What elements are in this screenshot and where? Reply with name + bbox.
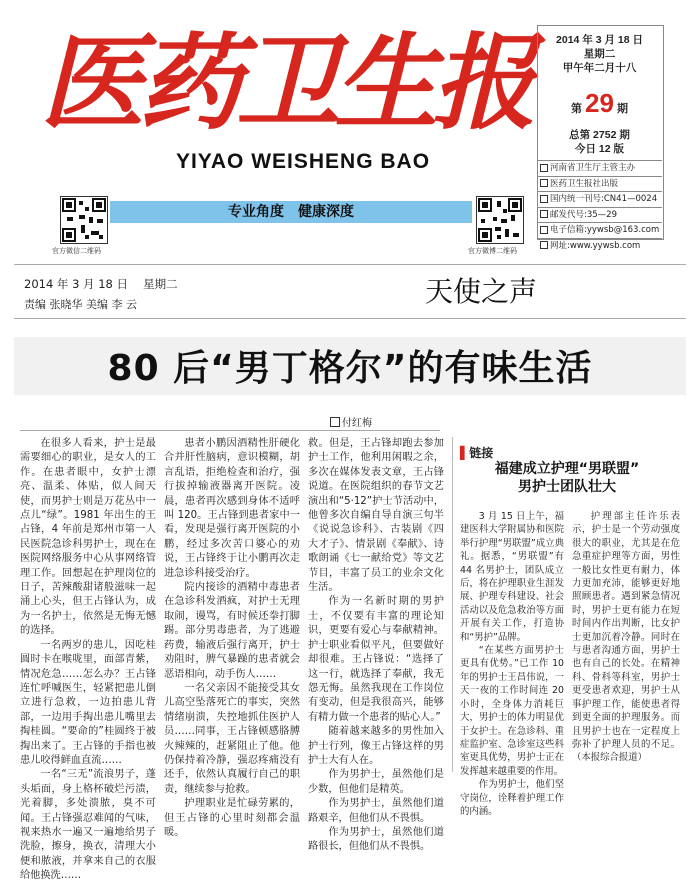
- checkbox-square-icon: [540, 195, 548, 203]
- issue-pages: 今日 12 版: [574, 143, 624, 155]
- newspaper-pinyin: YIYAO WEISHENG BAO: [175, 150, 431, 173]
- article-column-3: [308, 437, 444, 853]
- checkbox-square-icon: [540, 226, 548, 234]
- checkbox-square-icon: [540, 164, 548, 172]
- publisher-info-line: [537, 238, 662, 254]
- sidebar-title: 福建成立护理“男联盟” 男护士团队壮大: [494, 461, 640, 495]
- wechat-qr-code-icon: [60, 196, 108, 244]
- article-column-1: [20, 437, 156, 882]
- paragraph: 作为男护士，虽然他们道路艰辛，但他们从不畏惧。: [308, 798, 444, 824]
- paragraph: 随着越来越多的男性加入护士行列，像王占锋这样的男护士大有人在。: [308, 726, 444, 766]
- section-bottom-rule: [14, 318, 686, 319]
- paragraph: 一名两岁的患儿，因吃桂圆时卡在喉咙里，面部青紫，情况危急……怎么办？王占锋连忙呼喊医生，轻紧把患儿倒立进行急救，一边拍患儿背部，一边用手掏出患儿嘴里去掏桂圆。“要命的”桂圆终于被掏出来了。王占锋的手指也被患儿咬得鲜血直流……: [20, 639, 156, 766]
- checkbox-square-icon: [540, 241, 548, 249]
- publisher-info-line: [537, 191, 662, 207]
- publisher-info-text: 电子信箱:yywsb@163.com: [550, 225, 660, 235]
- sidebar-link-heading: [460, 444, 493, 461]
- publisher-info-line: [537, 207, 662, 223]
- triangle-icon: ▌: [460, 446, 470, 460]
- issue-prefix: 第: [570, 103, 582, 115]
- article-headline: 80 后“男丁格尔”的有味生活: [107, 348, 593, 389]
- byline-box-icon: [330, 417, 340, 427]
- weibo-qr-caption: 官方微博二维码: [468, 247, 517, 255]
- paragraph: 患者小鹏因酒精性肝硬化合并肝性脑病，意识模糊，胡言乱语，拒绝检查和治疗，强行拔掉输液器离开医院。凌晨，患者再次感到身体不适呼叫 120。王占锋到患者家中一看，发现是强行离开医院的小鹏，经过多次苦口婆心的劝说，王占锋终于让小鹏再次走进急诊科接受治疗。: [164, 438, 300, 579]
- weibo-qr-code-icon: [476, 196, 524, 244]
- paragraph: 院内接诊的酒精中毒患者在急诊科发酒疯，对护士无理取闹，谩骂，有时候还拳打脚踢。部分男毒患者，为了逃避药费，输液后强行离开，护士劝阻时，脾气暴躁的患者就会恶语相向，动手伤人……: [164, 582, 300, 680]
- paragraph: 作为男护士，他们坚守岗位，诠释着护理工作的内涵。: [460, 779, 564, 817]
- checkbox-square-icon: [540, 210, 548, 218]
- paragraph: 一名“三无”流浪男子，蓬头垢面，身上格杯破烂污渍，光着脚，多处溃脓，臭不可闻。王占锋强忍难闻的气味，视来热水一遍又一遍地给男子洗脸，擦身，换衣，清理大小便和脓液，并拿来自己的衣服给他换洗……: [20, 769, 156, 882]
- newspaper-title: 医药卫生报: [40, 21, 531, 144]
- paragraph: 护理职业是忙碌劳累的，但王占锋的心里时刻都会温暖。: [164, 798, 300, 838]
- section-top-rule: [14, 264, 686, 265]
- slogan-text: 专业角度 健康深度: [228, 204, 354, 220]
- section-date: 2014 年 3 月 18 日 星期二: [24, 277, 178, 291]
- issue-lunar-date: 甲午年二月十八: [562, 62, 637, 74]
- publisher-info-line: [537, 160, 662, 176]
- paragraph: 护理部主任许乐表示，护士是一个劳动强度很大的职业，尤其是在危急重症护理等方面，男性一般比女性更有耐力，体力更加充沛，能够更好地照顾患者。遇到紧急情况时，男护士更有能力在短时间内作出判断，比女护士更加沉着冷静。同时在与患者沟通方面，男护士也有自己的长处。在精神科、骨科等科室，男护士更受患者欢迎，男护士从事护理工作，能使患者得到更全面的护理服务。而且男护士也在一定程度上弥补了护理人员的不足。（本报综合报道）: [572, 511, 680, 764]
- sidebar-link-label: 链接: [469, 446, 494, 460]
- paragraph: “在某些方面男护士更具有优势。”已工作 10 年的男护士王昌伟说，一天一夜的工作时间连 20 小时，全身体力消耗巨大，男护士的体力明显优于女护士。在急诊科、重症监护室、急诊室这些科室更具优势，男护士正在发挥越来越重要的作用。: [460, 645, 564, 777]
- publisher-info-text: 网址:www.yywsb.com: [550, 240, 641, 251]
- publisher-info-text: 河南省卫生厅主管主办: [550, 163, 636, 173]
- issue-date: 2014 年 3 月 18 日: [556, 34, 643, 46]
- paragraph: 救。但是，王占锋却跑去参加护士工作，他利用闲暇之余，多次在媒体发表文章，王占锋说道。在医院组织的春节文艺演出和“5·12”护士节活动中，他曾多次自编自导自演三句半《说说急诊科》、古装剧《四大才子》、情景剧《奉献》、诗歌朗诵《七一献给党》等文艺节目，丰富了员工的业余文化生活。: [308, 438, 444, 594]
- issue-suffix: 期: [617, 103, 629, 115]
- section-editors: 责编 张晓华 美编 李 云: [24, 298, 137, 311]
- sidebar-column-a: [460, 510, 564, 817]
- publisher-info-list: [537, 160, 662, 253]
- issue-total: 总第 2752 期: [569, 129, 630, 141]
- publisher-info-line: [537, 176, 662, 192]
- publisher-info-line: [537, 222, 662, 238]
- section-name: 天使之声: [425, 275, 538, 308]
- paragraph: 作为男护士，虽然他们是少数，但他们是精英。: [308, 769, 444, 795]
- article-byline: [330, 414, 372, 429]
- sidebar-column-b: [572, 510, 680, 772]
- sidebar-divider: [452, 437, 453, 772]
- publisher-info-text: 医药卫生报社出版: [550, 178, 619, 189]
- article-column-2: [164, 437, 300, 838]
- paragraph: 一名父亲因不能接受其女儿高空坠落死亡的事实，突然情绪崩溃，失控地抓住医护人员……同事，王占锋顿感胳膊火辣辣的，赶紧阻止了他。他仍保持着冷静，强忍疼痛没有还手，依然认真履行自己的职责，继续参与抢救。: [164, 682, 300, 795]
- issue-weekday: 星期二: [583, 48, 616, 60]
- byline-author: 付红梅: [342, 418, 372, 429]
- publisher-info-text: 邮发代号:35—29: [550, 209, 617, 220]
- publisher-info-text: 国内统一刊号:CN41—0024: [550, 194, 658, 204]
- issue-number-block: [537, 88, 662, 119]
- article-rule: [20, 430, 440, 431]
- issue-number: 29: [585, 88, 614, 118]
- paragraph: 在很多人看来，护士是最需要细心的职业，是女人的工作。在患者眼中，女护士漂亮、温柔、体贴，似人间天使，而男护士则是万花丛中一点儿“绿”。1981 年出生的王占锋，4 年前是郑州市第一人民医院急诊科男护士，现在在医院网络服务中心从事网络管理工作。回想起在护理岗位的日子，苦辣酸甜诸般滋味一起涌上心头，但王占锋认为，成为一名护士，依然是无悔无憾的选择。: [20, 438, 156, 637]
- issue-date-block: [537, 33, 662, 75]
- checkbox-square-icon: [540, 179, 548, 187]
- paragraph: 作为男护士，虽然他们道路很长，但他们从不畏惧。: [308, 826, 444, 853]
- issue-total-block: [537, 128, 662, 156]
- paragraph: 作为一名新时期的男护士，不仅要有丰富的理论知识，更要有爱心与奉献精神。护士职业看似平凡，但要做好却很难。王占锋说：“选择了这一行，就选择了奉献，我无怨无悔。虽然我现在工作岗位有变动，但是我很高兴，能够有精力做一个患者的贴心人。”: [308, 596, 444, 723]
- paragraph: 3 月 15 日上午，福建医科大学附属协和医院举行护理“男联盟”成立典礼。据悉，“男联盟”有 44 名男护士，团队成立后，将在护理职业生涯发展、护理专科建设、社会活动以及危急救治等方面开展有关工作，打造协和“男护”品牌。: [460, 511, 564, 643]
- wechat-qr-caption: 官方微信二维码: [52, 247, 101, 255]
